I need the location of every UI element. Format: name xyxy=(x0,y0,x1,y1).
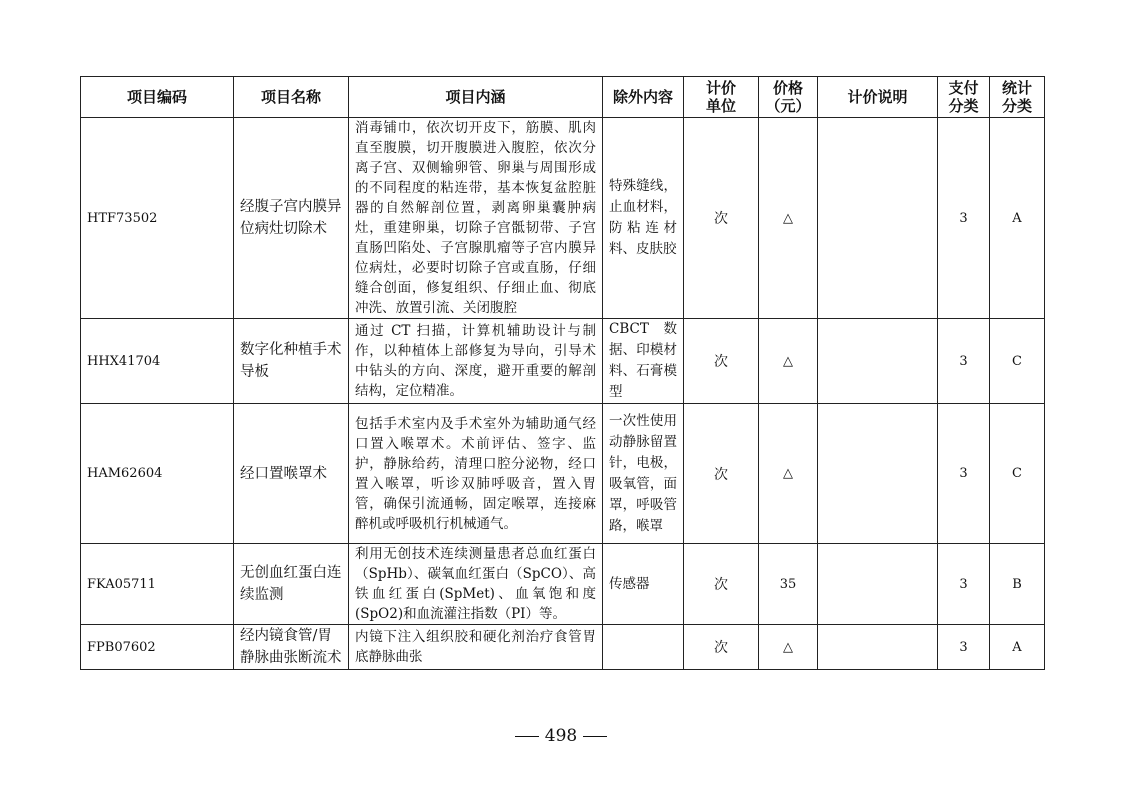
cell-stat: B xyxy=(990,544,1045,625)
page-footer xyxy=(0,726,1122,746)
cell-pay: 3 xyxy=(938,404,990,544)
table-row xyxy=(81,118,1045,319)
cell-code: FPB07602 xyxy=(81,625,234,670)
col-header-pay: 支付 分类 xyxy=(938,77,990,118)
table-row xyxy=(81,544,1045,625)
table-row xyxy=(81,319,1045,404)
col-header-price: 价格 （元） xyxy=(759,77,818,118)
cell-exclusion: 传感器 xyxy=(603,544,684,625)
cell-content: 通过 CT 扫描，计算机辅助设计与制作，以种植体上部修复为导向，引导术中钻头的方向、深度，避开重要的解剖结构，定位精准。 xyxy=(349,319,603,404)
cell-pay: 3 xyxy=(938,544,990,625)
cell-note xyxy=(818,625,938,670)
cell-code: FKA05711 xyxy=(81,544,234,625)
col-header-exclusion: 除外内容 xyxy=(603,77,684,118)
col-header-stat: 统计 分类 xyxy=(990,77,1045,118)
cell-code: HTF73502 xyxy=(81,118,234,319)
cell-price: △ xyxy=(759,404,818,544)
cell-unit: 次 xyxy=(684,319,759,404)
cell-name: 经内镜食管/胃静脉曲张断流术 xyxy=(234,625,349,670)
cell-name: 数字化种植手术导板 xyxy=(234,319,349,404)
cell-exclusion xyxy=(603,625,684,670)
col-header-note: 计价说明 xyxy=(818,77,938,118)
cell-pay: 3 xyxy=(938,118,990,319)
cell-content: 利用无创技术连续测量患者总血红蛋白（SpHb）、碳氧血红蛋白（SpCO）、高铁血红蛋白(SpMet)、血氧饱和度(SpO2)和血流灌注指数（PI）等。 xyxy=(349,544,603,625)
cell-code: HHX41704 xyxy=(81,319,234,404)
cell-exclusion: 一次性使用动静脉留置针，电极，吸氧管，面罩，呼吸管路，喉罩 xyxy=(603,404,684,544)
cell-unit: 次 xyxy=(684,625,759,670)
cell-pay: 3 xyxy=(938,319,990,404)
cell-note xyxy=(818,118,938,319)
cell-content: 消毒铺巾，依次切开皮下，筋膜、肌肉直至腹膜，切开腹膜进入腹腔，依次分离子宫、双侧输卵管、卵巢与周围形成的不同程度的粘连带，基本恢复盆腔脏器的自然解剖位置，剥离卵巢囊肿病灶，重建卵巢，切除子宫骶韧带、子宫直肠凹陷处、子宫腺肌瘤等子宫内膜异位病灶，必要时切除子宫或直肠，仔细缝合创面，修复组织、仔细止血、彻底冲洗、放置引流、关闭腹腔 xyxy=(349,118,603,319)
fee-table xyxy=(80,76,1045,670)
header-row xyxy=(81,77,1045,118)
cell-exclusion: 特殊缝线，止血材料，防粘连材料、皮肤胶 xyxy=(603,118,684,319)
cell-price: △ xyxy=(759,319,818,404)
cell-content: 内镜下注入组织胶和硬化剂治疗食管胃底静脉曲张 xyxy=(349,625,603,670)
col-header-unit: 计价 单位 xyxy=(684,77,759,118)
cell-note xyxy=(818,319,938,404)
cell-stat: C xyxy=(990,404,1045,544)
cell-exclusion: CBCT 数据、印模材料、石膏模型 xyxy=(603,319,684,404)
cell-name: 经腹子宫内膜异位病灶切除术 xyxy=(234,118,349,319)
cell-stat: A xyxy=(990,118,1045,319)
footer-dash-left xyxy=(515,736,539,737)
cell-note xyxy=(818,404,938,544)
table-row xyxy=(81,404,1045,544)
cell-price: 35 xyxy=(759,544,818,625)
cell-note xyxy=(818,544,938,625)
cell-name: 无创血红蛋白连续监测 xyxy=(234,544,349,625)
cell-price: △ xyxy=(759,118,818,319)
cell-name: 经口置喉罩术 xyxy=(234,404,349,544)
cell-unit: 次 xyxy=(684,118,759,319)
cell-unit: 次 xyxy=(684,544,759,625)
col-header-name: 项目名称 xyxy=(234,77,349,118)
footer-dash-right xyxy=(583,736,607,737)
cell-content: 包括手术室内及手术室外为辅助通气经口置入喉罩术。术前评估、签字、监护，静脉给药，清理口腔分泌物，经口置入喉罩，听诊双肺呼吸音，置入胃管，确保引流通畅，固定喉罩，连接麻醉机或呼吸机行机械通气。 xyxy=(349,404,603,544)
cell-code: HAM62604 xyxy=(81,404,234,544)
page-number: 498 xyxy=(544,726,578,746)
cell-stat: C xyxy=(990,319,1045,404)
table-row xyxy=(81,625,1045,670)
col-header-content: 项目内涵 xyxy=(349,77,603,118)
cell-pay: 3 xyxy=(938,625,990,670)
cell-price: △ xyxy=(759,625,818,670)
cell-stat: A xyxy=(990,625,1045,670)
col-header-code: 项目编码 xyxy=(81,77,234,118)
cell-unit: 次 xyxy=(684,404,759,544)
